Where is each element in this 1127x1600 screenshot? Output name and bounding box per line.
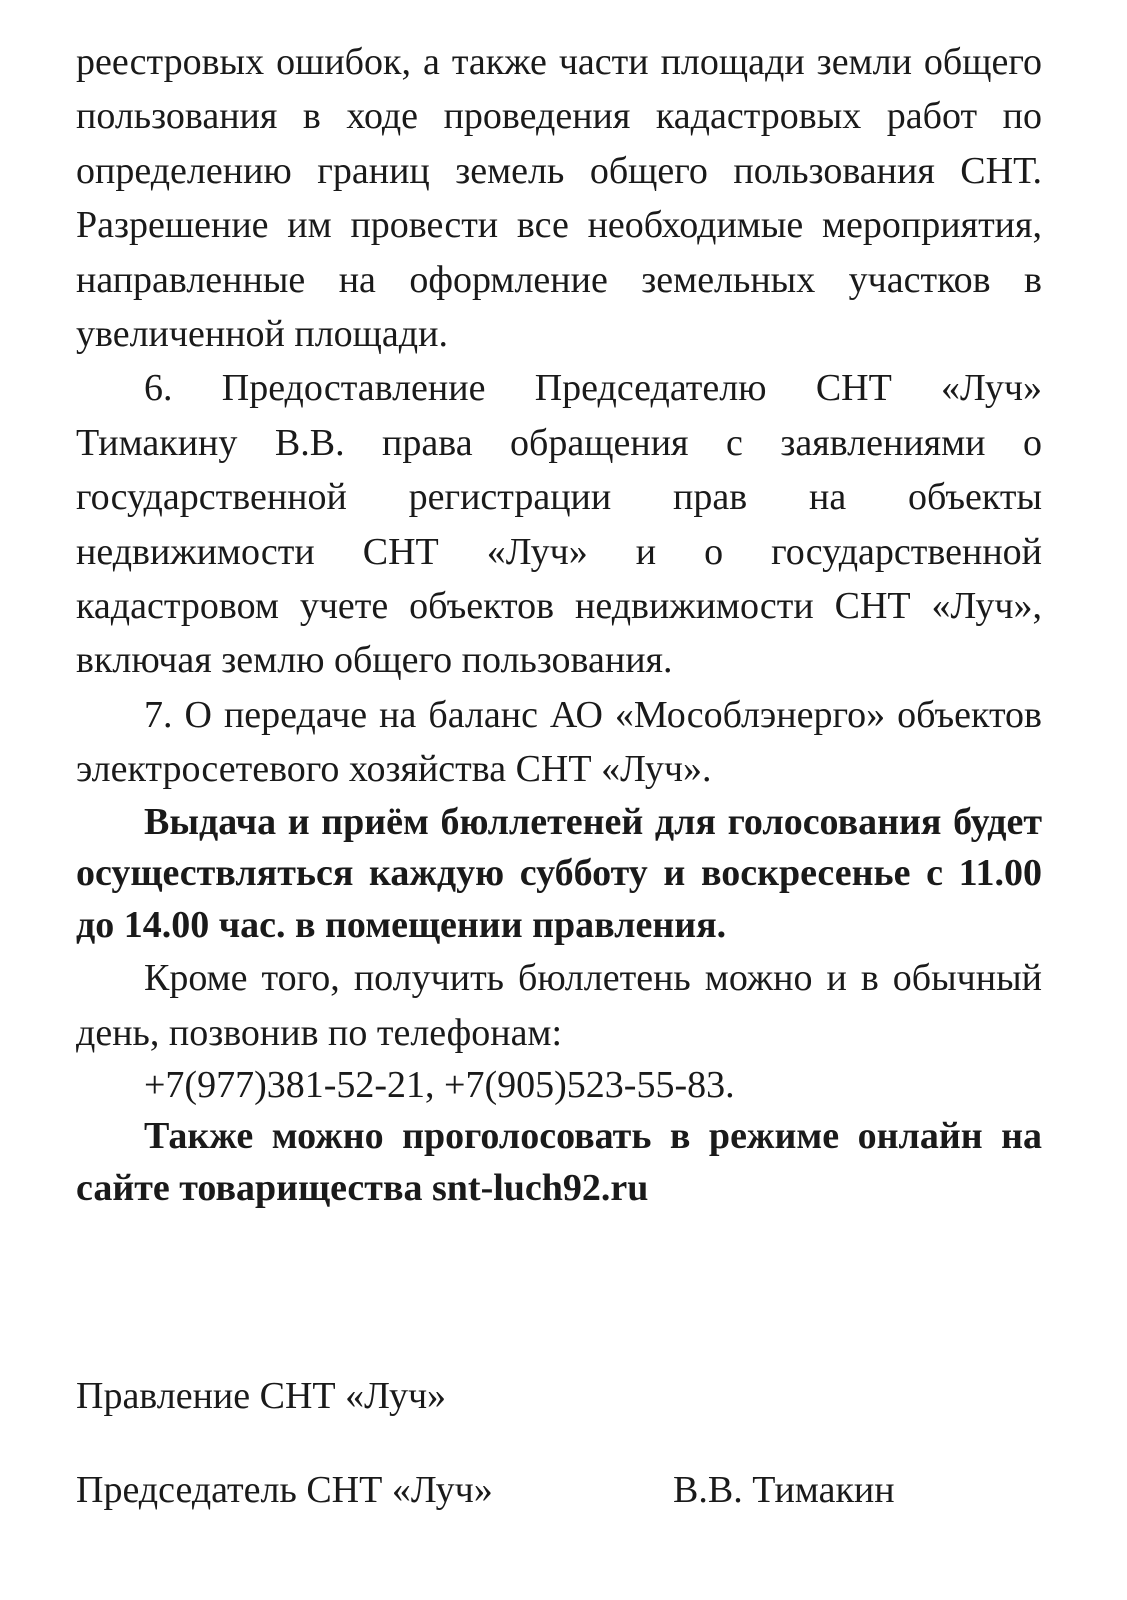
chairman-title: Председатель СНТ «Луч» (76, 1469, 493, 1511)
board-signature: Правление СНТ «Луч» (76, 1375, 447, 1417)
paragraph-phone-intro: Кроме того, получить бюллетень можно и в обычный день, позвонив по телефонам: (76, 957, 1042, 1054)
document-body (76, 35, 1042, 1214)
paragraph-intro: реестровых ошибок, а также части площади земли общего пользования в ходе проведения кадастровых работ по определению границ земель общего пользования СНТ. Разрешение им провести все необходимые мероприятия, направленные на оформление земельных участков в увеличенной площади. (76, 41, 1042, 356)
paragraph-item-7: 7. О передаче на баланс АО «Мособлэнерго» объектов электросетевого хозяйства СНТ «Луч». (76, 693, 1042, 791)
chairman-signature-row (76, 1465, 1042, 1515)
paragraph-online-vote: Также можно проголосовать в режиме онлайн на сайте товарищества snt-luch92.ru (76, 1115, 1042, 1209)
paragraph-ballots-schedule: Выдача и приём бюллетеней для голосования будет осуществляться каждую субботу и воскресенье с 11.00 до 14.00 час. в помещении правления. (76, 800, 1042, 946)
paragraph-item-6: 6. Предоставление Председателю СНТ «Луч» Тимакину В.В. права обращения с заявлениями о государственной регистрации прав на объекты недвижимости СНТ «Луч» и о государственной кадастровом учете объектов недвижимости СНТ «Луч», включая землю общего пользования. (76, 367, 1042, 682)
chairman-name: В.В. Тимакин (673, 1469, 895, 1511)
phone-numbers: +7(977)381-52-21, +7(905)523-55-83. (144, 1064, 735, 1106)
